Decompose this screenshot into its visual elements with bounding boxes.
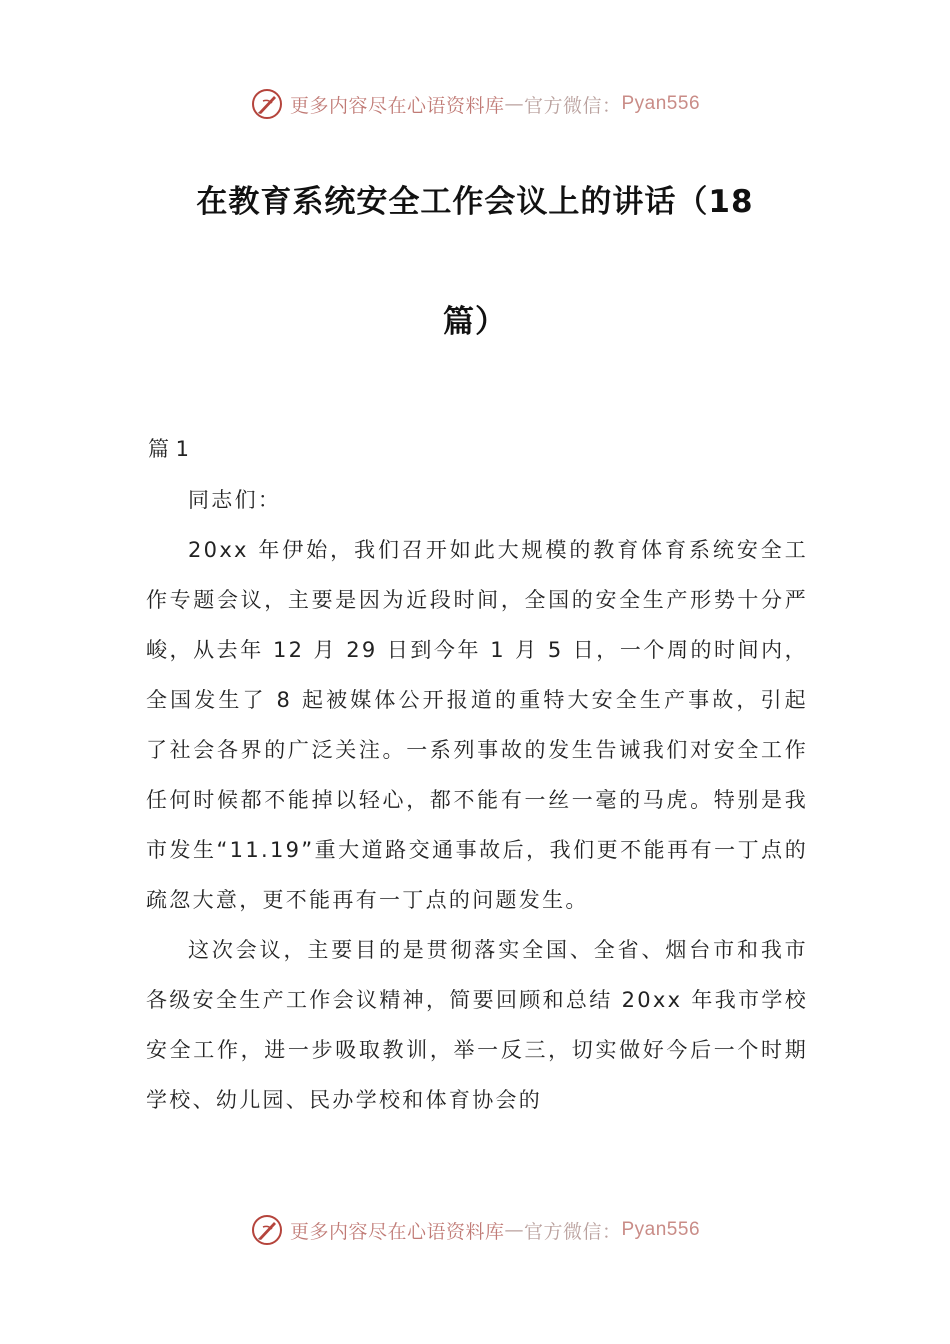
- banner-wechat-id: Pyan556: [621, 93, 701, 114]
- paragraph: 这次会议，主要目的是贯彻落实全国、全省、烟台市和我市各级安全生产工作会议精神，简要回顾和总结 20xx 年我市学校安全工作，进一步吸取教训，举一反三，切实做好今后一个时期学校、幼儿园、民办学校和体育协会的: [146, 938, 808, 1112]
- banner-text: 更多内容尽在心语资料库: [289, 1220, 505, 1243]
- footer-watermark-banner: [0, 1210, 950, 1250]
- document-title-line2: 篇）: [443, 304, 507, 340]
- banner-dash: —: [504, 93, 524, 115]
- paragraph: 20xx 年伊始，我们召开如此大规模的教育体育系统安全工作专题会议，主要是因为近段时间，全国的安全生产形势十分严峻，从去年 12 月 29 日到今年 1 月 5 日，一个周的时间内，全国发生了 8 起被媒体公开报道的重特大安全生产事故，引起了社会各界的广泛关注。一系列事故的发生告诫我们对安全工作任何时候都不能掉以轻心，都不能有一丝一毫的马虎。特别是我市发生“11.19”重大道路交通事故后，我们更不能再有一丁点的疏忽大意，更不能再有一丁点的问题发生。: [146, 538, 808, 912]
- document-title-line1: 在教育系统安全工作会议上的讲话（18: [196, 184, 754, 220]
- quill-logo-icon: [250, 87, 284, 121]
- paragraph-salutation: 同志们：: [188, 488, 282, 512]
- banner-dash: —: [504, 1219, 524, 1241]
- document-body: [146, 475, 808, 1125]
- banner-tail: 官方微信：: [523, 94, 622, 117]
- banner-text: 更多内容尽在心语资料库: [289, 94, 505, 117]
- banner-wechat-id: Pyan556: [621, 1219, 701, 1240]
- header-watermark-banner: [0, 84, 950, 124]
- quill-logo-icon: [250, 1213, 284, 1247]
- banner-tail: 官方微信：: [523, 1220, 622, 1243]
- section-label: 篇 1: [148, 437, 190, 461]
